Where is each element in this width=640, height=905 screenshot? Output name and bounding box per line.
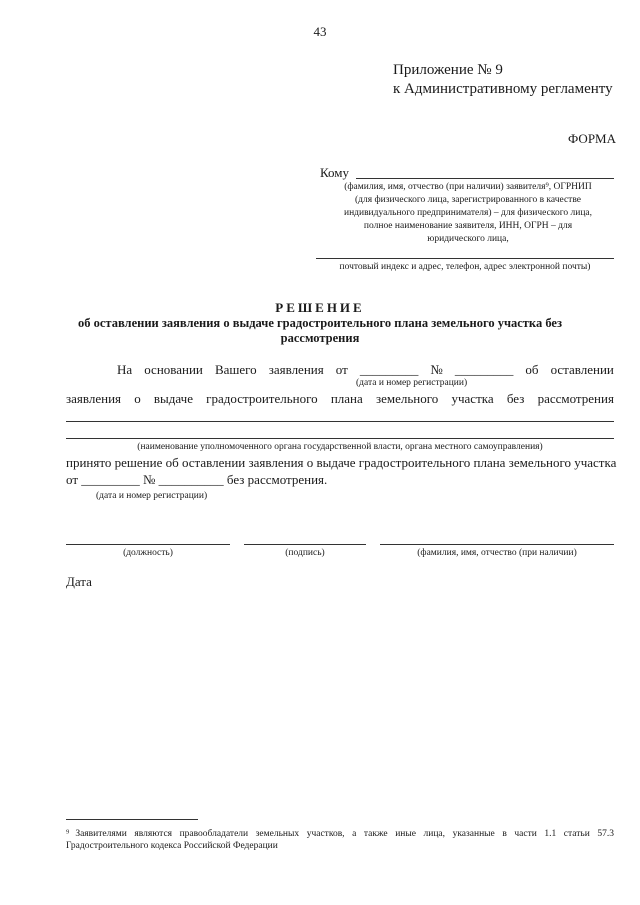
word: земельного <box>375 391 439 406</box>
decision-subtitle-2: рассмотрения <box>280 331 360 345</box>
appendix-subtitle: к Административному регламенту <box>393 81 613 97</box>
footnote-separator <box>66 819 198 820</box>
date-reg-hint: (дата и номер регистрации) <box>356 378 468 388</box>
word: участка <box>451 391 494 406</box>
word: заявления <box>66 391 122 406</box>
addressee-label: Кому <box>320 165 350 180</box>
appendix-title: Приложение № 9 <box>393 62 503 78</box>
addressee-hint-3: индивидуального предпринимателя) – для физического лица, <box>343 208 593 218</box>
word: На <box>117 362 133 377</box>
footnote-text-1 <box>66 828 614 840</box>
position-line <box>66 544 230 545</box>
footnote-text-2: Градостроительного кодекса Российской Федерации <box>66 841 278 851</box>
authority-line-1 <box>66 421 614 422</box>
date-reg-hint-2: (дата и номер регистрации) <box>96 491 208 501</box>
word: основании <box>144 362 203 377</box>
number-sign: № <box>430 362 443 377</box>
authority-line-2 <box>66 438 614 439</box>
word: о <box>134 391 141 406</box>
date-blank: _________ <box>359 362 419 377</box>
body-line-2 <box>66 391 614 407</box>
full-name-hint: (фамилия, имя, отчество (при наличии) <box>417 548 577 558</box>
signature-hint: (подпись) <box>285 548 325 558</box>
word: Вашего <box>214 362 257 377</box>
number-blank: _________ <box>454 362 514 377</box>
word: плана <box>330 391 363 406</box>
body-line-1 <box>117 362 614 378</box>
addressee-hint-1: (фамилия, имя, отчество (при наличии) заявителя⁹, ОГРНИП <box>344 182 592 192</box>
word: градостроительного <box>206 391 318 406</box>
full-name-line <box>380 544 614 545</box>
date-label: Дата <box>66 574 92 589</box>
word: заявления <box>268 362 324 377</box>
footnote-line-1: Заявителями являются правообладатели земельных участков, а также иные лица, указанные в части 1.1 статьи 57.3 <box>75 829 614 839</box>
signature-line <box>244 544 366 545</box>
word: от <box>335 362 348 377</box>
position-hint: (должность) <box>123 548 173 558</box>
decision-title: РЕШЕНИЕ <box>275 300 365 315</box>
authority-hint: (наименование уполномоченного органа государственной власти, органа местного самоуправления) <box>137 442 543 452</box>
addressee-line <box>356 178 614 179</box>
form-label: ФОРМА <box>568 131 616 146</box>
body-line-3: принято решение об оставлении заявления о выдаче градостроительного плана земельного участка <box>66 455 617 470</box>
word: об <box>525 362 539 377</box>
decision-subtitle-1: об оставлении заявления о выдаче градостроительного плана земельного участка без <box>78 316 562 330</box>
word: выдаче <box>153 391 193 406</box>
body-line-4: от _________ № __________ без рассмотрения. <box>66 472 328 487</box>
word: без <box>506 391 525 406</box>
addressee-hint-4: полное наименование заявителя, ИНН, ОГРН – для <box>363 221 573 231</box>
word: оставлении <box>550 362 614 377</box>
footnote-marker: ⁹ <box>66 829 70 839</box>
postal-hint: почтовый индекс и адрес, телефон, адрес электронной почты) <box>339 262 591 272</box>
postal-line <box>316 258 614 259</box>
word: рассмотрения <box>537 391 614 406</box>
page-number: 43 <box>313 24 327 39</box>
addressee-hint-5: юридического лица, <box>427 234 509 244</box>
addressee-hint-2: (для физического лица, зарегистрированного в качестве <box>355 195 581 205</box>
